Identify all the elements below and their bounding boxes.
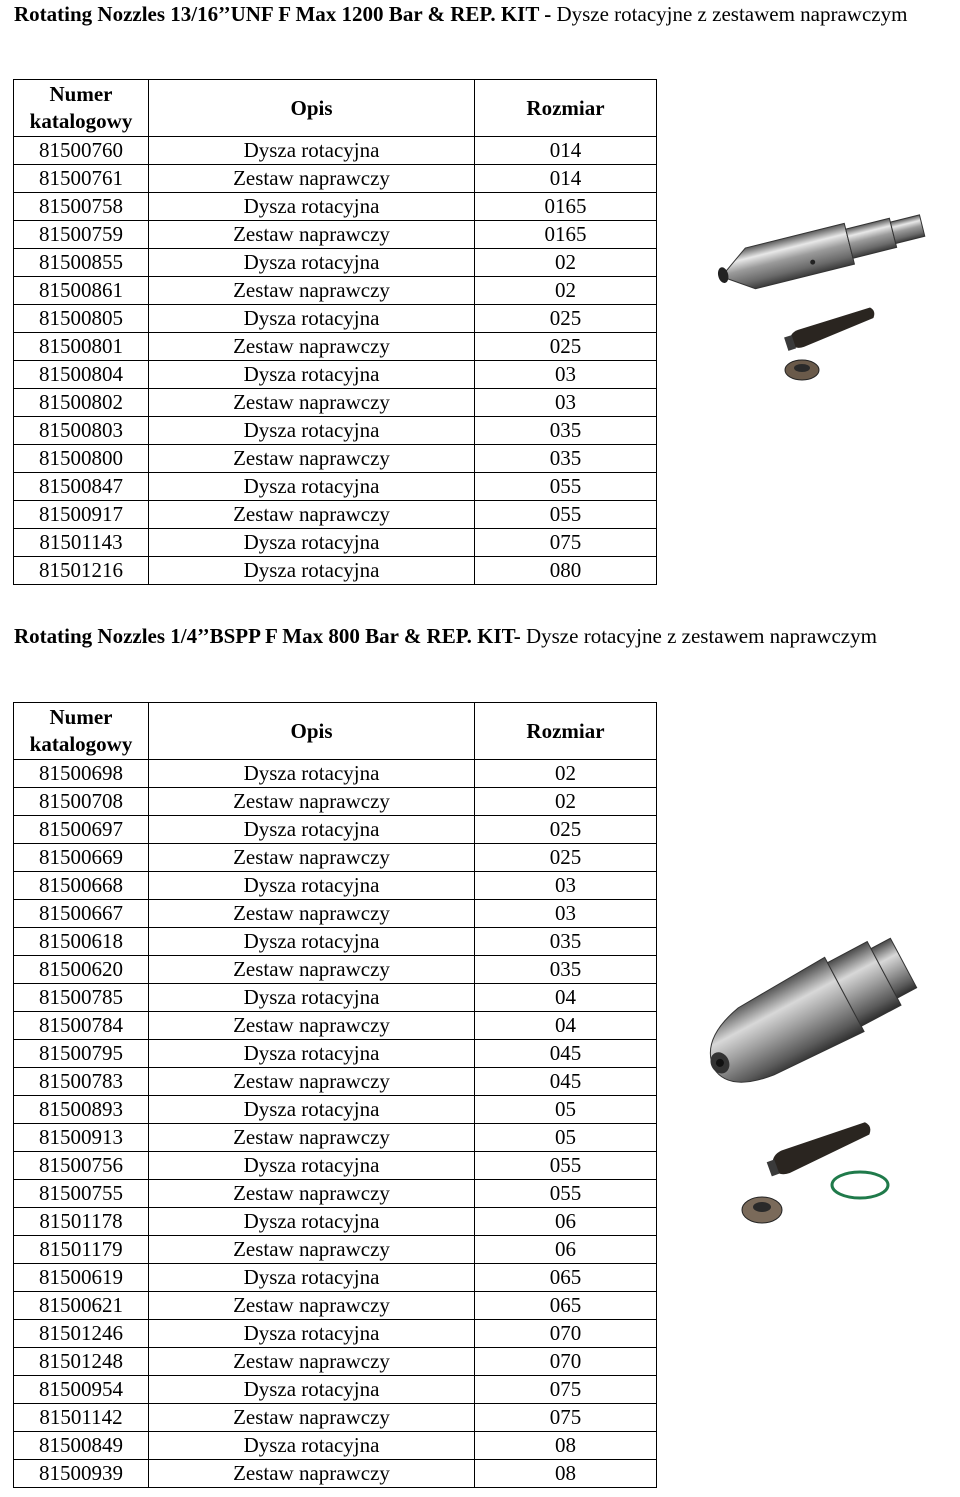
size-cell: 014 (475, 165, 657, 193)
size-cell: 03 (475, 900, 657, 928)
table-row (14, 389, 657, 417)
table-row (14, 1404, 657, 1432)
size-cell: 03 (475, 361, 657, 389)
table-row (14, 193, 657, 221)
size-cell: 055 (475, 473, 657, 501)
size-cell: 025 (475, 844, 657, 872)
catalog-number-cell: 81500893 (14, 1096, 149, 1124)
table-row (14, 1264, 657, 1292)
table-row (14, 305, 657, 333)
table-row (14, 277, 657, 305)
table-row (14, 1040, 657, 1068)
catalog-number-cell: 81500805 (14, 305, 149, 333)
section2-heading-bold: Rotating Nozzles 1/4’’BSPP F Max 800 Bar & REP. KIT- (14, 624, 526, 648)
catalog-number-cell: 81500761 (14, 165, 149, 193)
size-cell: 075 (475, 529, 657, 557)
description-cell: Dysza rotacyjna (149, 417, 475, 445)
section1-heading-normal: Dysze rotacyjne z zestawem naprawczym (556, 2, 908, 26)
catalog-number-cell: 81500620 (14, 956, 149, 984)
catalog-number-cell: 81500795 (14, 1040, 149, 1068)
catalog-number-cell: 81500954 (14, 1376, 149, 1404)
table-row (14, 956, 657, 984)
description-cell: Zestaw naprawczy (149, 501, 475, 529)
description-cell: Dysza rotacyjna (149, 529, 475, 557)
description-cell: Zestaw naprawczy (149, 844, 475, 872)
catalog-number-cell: 81500785 (14, 984, 149, 1012)
size-cell: 075 (475, 1376, 657, 1404)
table-row (14, 1152, 657, 1180)
table-row (14, 844, 657, 872)
size-cell: 02 (475, 760, 657, 788)
table-row (14, 417, 657, 445)
table-row (14, 816, 657, 844)
size-cell: 0165 (475, 221, 657, 249)
description-cell: Dysza rotacyjna (149, 249, 475, 277)
table-row (14, 1208, 657, 1236)
description-cell: Zestaw naprawczy (149, 221, 475, 249)
table-row (14, 1432, 657, 1460)
catalog-number-cell: 81500913 (14, 1124, 149, 1152)
table-row (14, 445, 657, 473)
size-cell: 02 (475, 277, 657, 305)
catalog-number-cell: 81500849 (14, 1432, 149, 1460)
catalog-number-cell: 81500667 (14, 900, 149, 928)
size-cell: 035 (475, 417, 657, 445)
size-cell: 045 (475, 1068, 657, 1096)
table-row (14, 1068, 657, 1096)
catalog-number-cell: 81501216 (14, 557, 149, 585)
catalog-number-cell: 81500783 (14, 1068, 149, 1096)
size-cell: 04 (475, 1012, 657, 1040)
size-cell: 025 (475, 305, 657, 333)
description-cell: Dysza rotacyjna (149, 305, 475, 333)
column-header-description: Opis (149, 80, 475, 137)
column-header-number: Numer katalogowy (14, 703, 149, 760)
description-cell: Dysza rotacyjna (149, 928, 475, 956)
description-cell: Zestaw naprawczy (149, 1068, 475, 1096)
catalog-number-cell: 81500698 (14, 760, 149, 788)
description-cell: Dysza rotacyjna (149, 137, 475, 165)
description-cell: Zestaw naprawczy (149, 1404, 475, 1432)
section2-table (13, 702, 657, 1488)
table-row (14, 137, 657, 165)
catalog-number-cell: 81500619 (14, 1264, 149, 1292)
table-row (14, 557, 657, 585)
description-cell: Dysza rotacyjna (149, 473, 475, 501)
description-cell: Zestaw naprawczy (149, 1124, 475, 1152)
column-header-size: Rozmiar (475, 80, 657, 137)
section1-heading-bold: Rotating Nozzles 13/16’’UNF F Max 1200 Bar & REP. KIT - (14, 2, 557, 26)
size-cell: 025 (475, 333, 657, 361)
description-cell: Dysza rotacyjna (149, 1320, 475, 1348)
catalog-number-cell: 81500800 (14, 445, 149, 473)
section1-heading (14, 0, 914, 28)
catalog-number-cell: 81500621 (14, 1292, 149, 1320)
catalog-number-cell: 81500804 (14, 361, 149, 389)
catalog-number-cell: 81501179 (14, 1236, 149, 1264)
size-cell: 03 (475, 872, 657, 900)
catalog-number-cell: 81500759 (14, 221, 149, 249)
table-row (14, 1460, 657, 1488)
table-row (14, 984, 657, 1012)
catalog-number-cell: 81501178 (14, 1208, 149, 1236)
size-cell: 06 (475, 1236, 657, 1264)
size-cell: 0165 (475, 193, 657, 221)
table-row (14, 529, 657, 557)
table-header-row (14, 80, 657, 137)
description-cell: Dysza rotacyjna (149, 193, 475, 221)
description-cell: Zestaw naprawczy (149, 1460, 475, 1488)
table-row (14, 788, 657, 816)
description-cell: Zestaw naprawczy (149, 333, 475, 361)
section1-table (13, 79, 657, 585)
size-cell: 014 (475, 137, 657, 165)
description-cell: Dysza rotacyjna (149, 1040, 475, 1068)
description-cell: Dysza rotacyjna (149, 984, 475, 1012)
section1-table-body (14, 137, 657, 585)
description-cell: Zestaw naprawczy (149, 389, 475, 417)
size-cell: 035 (475, 445, 657, 473)
size-cell: 04 (475, 984, 657, 1012)
description-cell: Dysza rotacyjna (149, 1264, 475, 1292)
catalog-number-cell: 81500755 (14, 1180, 149, 1208)
catalog-number-cell: 81500802 (14, 389, 149, 417)
description-cell: Dysza rotacyjna (149, 872, 475, 900)
description-cell: Zestaw naprawczy (149, 1180, 475, 1208)
table-row (14, 1320, 657, 1348)
size-cell: 045 (475, 1040, 657, 1068)
description-cell: Dysza rotacyjna (149, 361, 475, 389)
description-cell: Dysza rotacyjna (149, 760, 475, 788)
table-row (14, 928, 657, 956)
size-cell: 02 (475, 788, 657, 816)
column-header-number: Numer katalogowy (14, 80, 149, 137)
table-row (14, 872, 657, 900)
description-cell: Zestaw naprawczy (149, 900, 475, 928)
catalog-number-cell: 81500756 (14, 1152, 149, 1180)
description-cell: Dysza rotacyjna (149, 557, 475, 585)
size-cell: 055 (475, 501, 657, 529)
description-cell: Dysza rotacyjna (149, 1376, 475, 1404)
description-cell: Dysza rotacyjna (149, 1432, 475, 1460)
size-cell: 070 (475, 1320, 657, 1348)
section2-heading-normal: Dysze rotacyjne z zestawem naprawczym (525, 624, 877, 648)
table-header-row (14, 703, 657, 760)
column-header-description: Opis (149, 703, 475, 760)
size-cell: 055 (475, 1180, 657, 1208)
table-row (14, 900, 657, 928)
size-cell: 08 (475, 1432, 657, 1460)
description-cell: Zestaw naprawczy (149, 1292, 475, 1320)
size-cell: 065 (475, 1264, 657, 1292)
catalog-number-cell: 81500939 (14, 1460, 149, 1488)
table-row (14, 1124, 657, 1152)
catalog-number-cell: 81500708 (14, 788, 149, 816)
size-cell: 05 (475, 1096, 657, 1124)
table-row (14, 361, 657, 389)
catalog-number-cell: 81501248 (14, 1348, 149, 1376)
description-cell: Zestaw naprawczy (149, 445, 475, 473)
size-cell: 035 (475, 928, 657, 956)
catalog-number-cell: 81500669 (14, 844, 149, 872)
description-cell: Dysza rotacyjna (149, 1208, 475, 1236)
catalog-number-cell: 81500618 (14, 928, 149, 956)
table-row (14, 1236, 657, 1264)
size-cell: 02 (475, 249, 657, 277)
table-row (14, 1012, 657, 1040)
catalog-number-cell: 81500803 (14, 417, 149, 445)
section2-table-body (14, 760, 657, 1488)
table-row (14, 333, 657, 361)
description-cell: Dysza rotacyjna (149, 816, 475, 844)
description-cell: Zestaw naprawczy (149, 1236, 475, 1264)
size-cell: 065 (475, 1292, 657, 1320)
size-cell: 06 (475, 1208, 657, 1236)
column-header-size: Rozmiar (475, 703, 657, 760)
table-row (14, 760, 657, 788)
catalog-number-cell: 81500697 (14, 816, 149, 844)
size-cell: 075 (475, 1404, 657, 1432)
table-row (14, 249, 657, 277)
size-cell: 055 (475, 1152, 657, 1180)
catalog-number-cell: 81501142 (14, 1404, 149, 1432)
size-cell: 070 (475, 1348, 657, 1376)
table-row (14, 1096, 657, 1124)
size-cell: 080 (475, 557, 657, 585)
catalog-number-cell: 81500784 (14, 1012, 149, 1040)
catalog-number-cell: 81500760 (14, 137, 149, 165)
description-cell: Zestaw naprawczy (149, 165, 475, 193)
catalog-number-cell: 81500855 (14, 249, 149, 277)
table-row (14, 501, 657, 529)
description-cell: Dysza rotacyjna (149, 1152, 475, 1180)
description-cell: Zestaw naprawczy (149, 1348, 475, 1376)
table-row (14, 221, 657, 249)
table-row (14, 1376, 657, 1404)
catalog-number-cell: 81500801 (14, 333, 149, 361)
table-row (14, 1180, 657, 1208)
description-cell: Dysza rotacyjna (149, 1096, 475, 1124)
catalog-number-cell: 81501246 (14, 1320, 149, 1348)
description-cell: Zestaw naprawczy (149, 788, 475, 816)
size-cell: 025 (475, 816, 657, 844)
size-cell: 05 (475, 1124, 657, 1152)
rotating-nozzle-bspp-image (680, 905, 940, 1235)
rotating-nozzle-unf-image (700, 180, 950, 400)
table-row (14, 1292, 657, 1320)
table-row (14, 165, 657, 193)
catalog-number-cell: 81500847 (14, 473, 149, 501)
description-cell: Zestaw naprawczy (149, 956, 475, 984)
catalog-number-cell: 81501143 (14, 529, 149, 557)
table-row (14, 473, 657, 501)
table-row (14, 1348, 657, 1376)
section2-heading (14, 622, 914, 650)
catalog-number-cell: 81500917 (14, 501, 149, 529)
description-cell: Zestaw naprawczy (149, 1012, 475, 1040)
size-cell: 08 (475, 1460, 657, 1488)
catalog-number-cell: 81500758 (14, 193, 149, 221)
catalog-number-cell: 81500861 (14, 277, 149, 305)
size-cell: 03 (475, 389, 657, 417)
size-cell: 035 (475, 956, 657, 984)
catalog-number-cell: 81500668 (14, 872, 149, 900)
description-cell: Zestaw naprawczy (149, 277, 475, 305)
